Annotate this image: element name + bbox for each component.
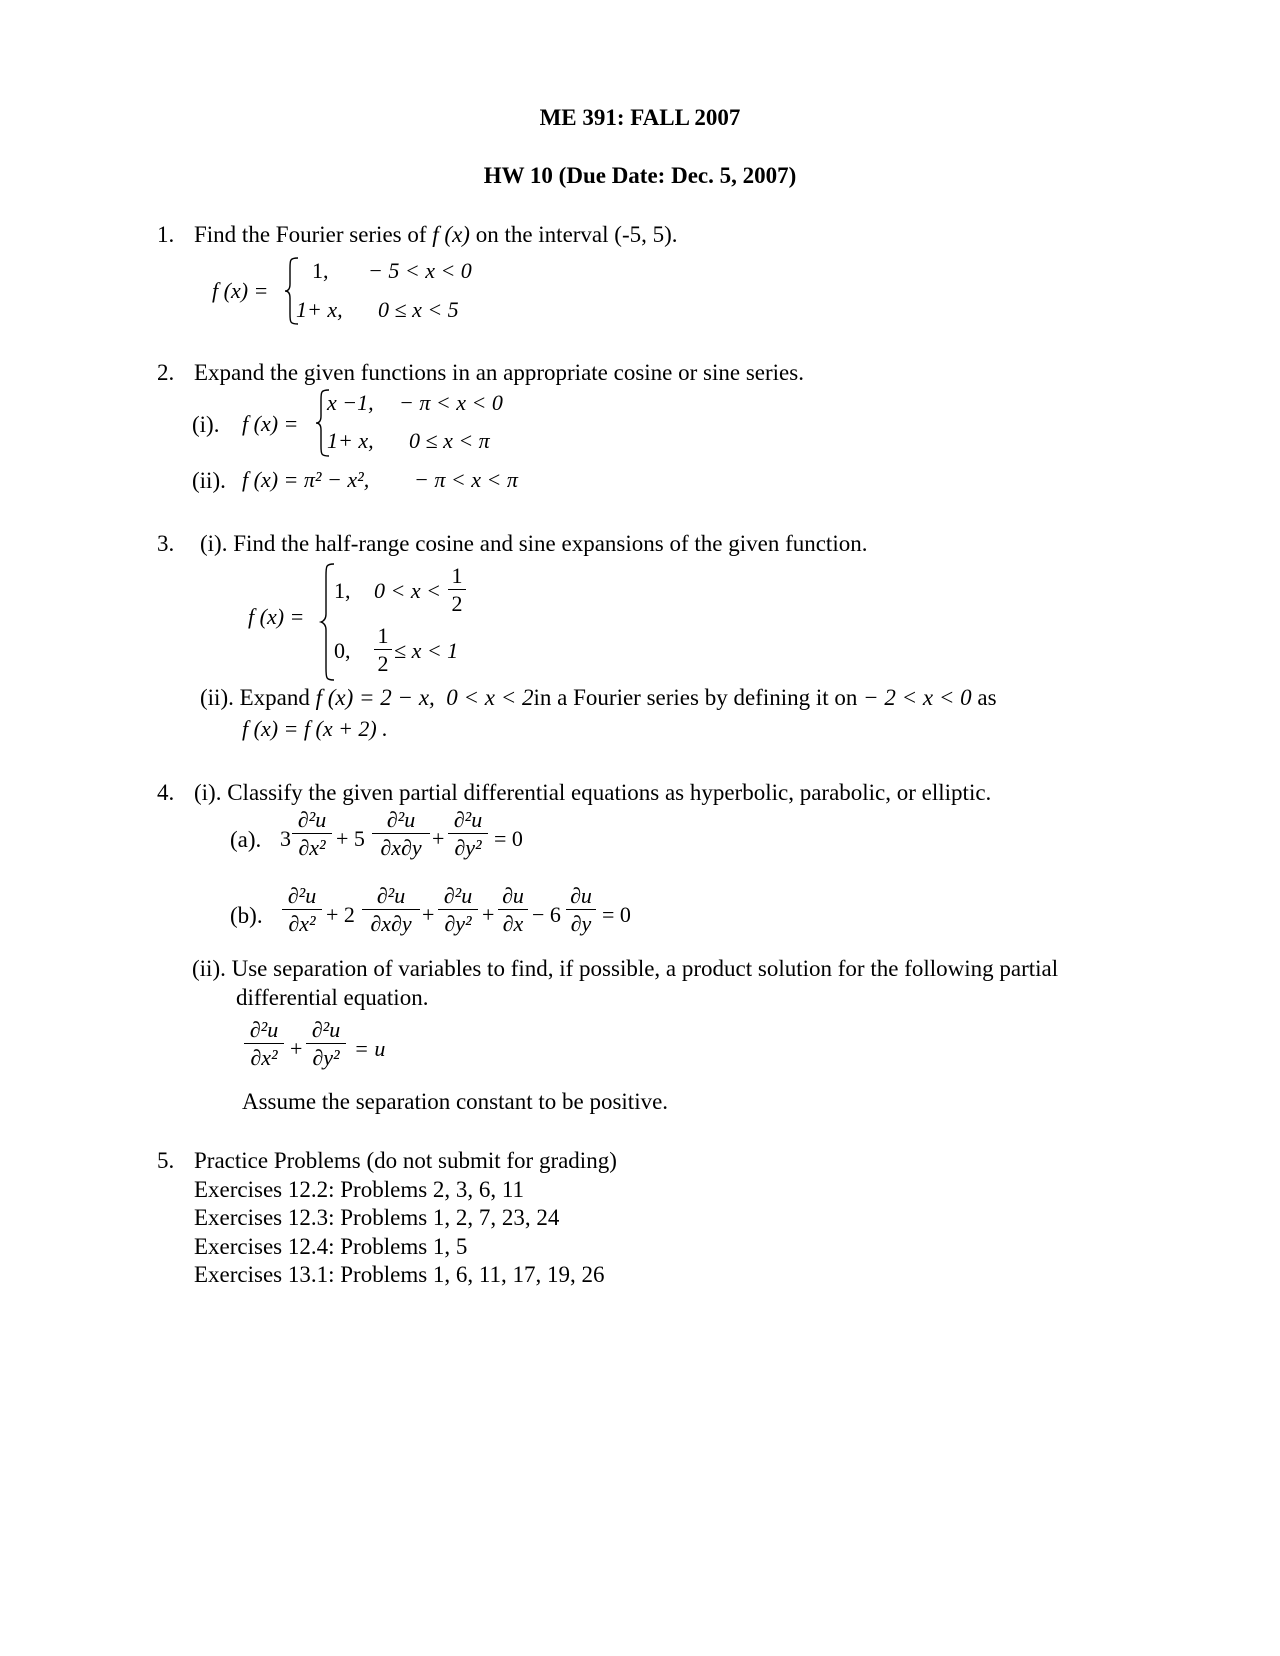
p3-half-fraction-2: 1 2: [374, 624, 392, 676]
p2-ii-label: (ii).: [192, 468, 226, 493]
p2-i-label: (i).: [192, 412, 220, 437]
p4-ii-assumption: Assume the separation constant to be positive.: [242, 1089, 669, 1114]
p4-ii-term-uyy: ∂²u ∂y²: [306, 1018, 346, 1070]
p4-i-text: (i). Classify the given partial differential equations as hyperbolic, parabolic, or elliptic.: [194, 780, 992, 805]
p3-lhs: f (x) =: [248, 604, 305, 629]
p3-case1-value: 1,: [334, 578, 351, 603]
p5-line-3: Exercises 12.3: Problems 1, 2, 7, 23, 24: [194, 1205, 560, 1230]
p4-ii-text-line-1: (ii). Use separation of variables to find, if possible, a product solution for the following partial: [192, 956, 1059, 981]
p1-case2-condition: 0 ≤ x < 5: [378, 297, 459, 322]
p3-ii-text: (ii). Expand f (x) = 2 − x, 0 < x < 2in a Fourier series by defining it on − 2 < x < 0 as: [200, 685, 997, 710]
assignment-title: HW 10 (Due Date: Dec. 5, 2007): [483, 163, 797, 188]
p5-line-1: Practice Problems (do not submit for grading): [194, 1148, 617, 1173]
p4-ii-equals-u: = u: [354, 1036, 386, 1061]
p4-a-term-uxy: ∂²u ∂x∂y: [372, 808, 430, 860]
problem-4-number: 4.: [157, 780, 175, 805]
p4-b-label: (b).: [230, 903, 263, 928]
p3-case1-condition: 0 < x <: [374, 578, 441, 603]
p4-b-term-uy: ∂u ∂y: [566, 884, 596, 936]
problem-1-number: 1.: [157, 222, 175, 247]
p2-ii-condition: − π < x < π: [414, 467, 518, 492]
p4-a-label: (a).: [230, 827, 262, 852]
p4-b-minus-6: − 6: [532, 902, 561, 927]
p3-case2-condition: ≤ x < 1: [394, 638, 459, 663]
p2-i-case1-condition: − π < x < 0: [399, 390, 503, 415]
p4-b-term-uxy: ∂²u ∂x∂y: [362, 884, 420, 936]
p2-i-lhs: f (x) =: [242, 411, 299, 436]
p4-b-plus-2: +: [482, 902, 495, 927]
p1-case1-value: 1,: [312, 258, 329, 283]
p4-b-plus-1: +: [422, 902, 435, 927]
p4-b-term-uyy: ∂²u ∂y²: [438, 884, 478, 936]
p2-i-case1-value: x −1,: [327, 390, 374, 415]
p1-lhs: f (x) =: [212, 278, 269, 303]
p4-ii-text-line-2: differential equation.: [236, 985, 429, 1010]
course-title: ME 391: FALL 2007: [539, 105, 741, 130]
p1-case2-value: 1+ x,: [296, 297, 343, 322]
p2-i-case2-condition: 0 ≤ x < π: [409, 428, 490, 453]
p4-b-equals-zero: = 0: [602, 902, 631, 927]
p4-a-term-uxx: ∂²u ∂x²: [292, 808, 332, 860]
p4-a-plus: +: [432, 826, 445, 851]
p4-b-term-ux: ∂u ∂x: [498, 884, 528, 936]
problem-2-text: Expand the given functions in an appropriate cosine or sine series.: [194, 360, 804, 385]
p4-a-coef-5: + 5: [336, 826, 365, 851]
p3-half-fraction-1: 1 2: [448, 564, 466, 616]
problem-5-number: 5.: [157, 1148, 175, 1173]
p4-a-coef-3: 3: [280, 826, 291, 851]
p3-i-text: (i). Find the half-range cosine and sine expansions of the given function.: [200, 531, 868, 556]
p3-ii-periodic-extension: f (x) = f (x + 2) .: [242, 716, 388, 741]
problem-2-number: 2.: [157, 360, 175, 385]
p4-a-equals-zero: = 0: [494, 826, 523, 851]
p3-case2-value: 0,: [334, 638, 351, 663]
p4-ii-plus: +: [290, 1036, 303, 1061]
p4-b-term-uxx: ∂²u ∂x²: [282, 884, 322, 936]
problem-3-number: 3.: [157, 531, 175, 556]
p4-b-coef-2: + 2: [326, 902, 355, 927]
p1-case1-condition: − 5 < x < 0: [368, 258, 472, 283]
p4-a-term-uyy: ∂²u ∂y²: [448, 808, 488, 860]
p2-ii-expression: f (x) = π² − x²,: [242, 467, 370, 492]
p2-i-case2-value: 1+ x,: [327, 428, 374, 453]
problem-1-text: Find the Fourier series of f (x) on the interval (-5, 5).: [194, 222, 678, 247]
p5-line-2: Exercises 12.2: Problems 2, 3, 6, 11: [194, 1177, 525, 1202]
p5-line-4: Exercises 12.4: Problems 1, 5: [194, 1234, 468, 1259]
p4-ii-term-uxx: ∂²u ∂x²: [244, 1018, 284, 1070]
p5-line-5: Exercises 13.1: Problems 1, 6, 11, 17, 19, 26: [194, 1262, 605, 1287]
